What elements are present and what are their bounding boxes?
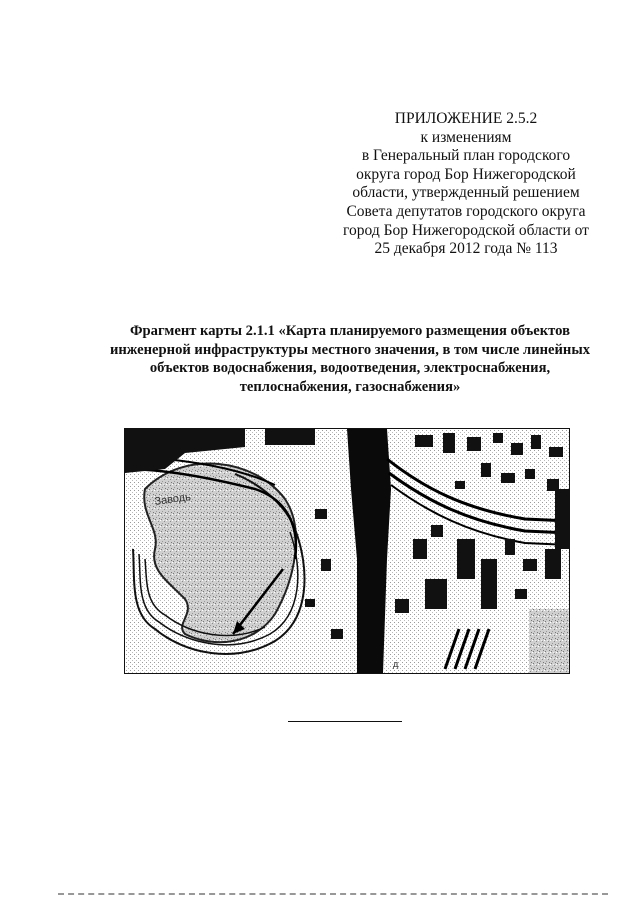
building <box>305 599 315 607</box>
building <box>525 469 535 479</box>
building <box>395 599 409 613</box>
building <box>415 435 433 447</box>
appendix-line: Совета депутатов городского округа <box>346 202 586 220</box>
map-image <box>125 429 569 673</box>
building <box>413 539 427 559</box>
building <box>505 539 515 555</box>
building <box>493 433 503 443</box>
scan-artifact-edge <box>58 893 608 901</box>
appendix-date: 25 декабря 2012 года № 113 <box>374 240 558 258</box>
building <box>467 437 481 451</box>
building <box>431 525 443 537</box>
appendix-line: в Генеральный план городского <box>361 147 571 165</box>
appendix-header <box>330 110 602 259</box>
building <box>501 473 515 483</box>
building <box>443 433 455 453</box>
title-line: теплоснабжения, газоснабжения» <box>239 378 461 395</box>
building <box>511 443 523 455</box>
lake-label: Заводь <box>153 491 192 508</box>
building <box>457 539 475 579</box>
dense-block <box>265 429 315 445</box>
title-line: объектов водоснабжения, водоотведения, электроснабжения, <box>149 360 551 376</box>
building <box>425 579 447 609</box>
building <box>523 559 537 571</box>
appendix-number: ПРИЛОЖЕНИЕ 2.5.2 <box>394 110 538 127</box>
appendix-line: области, утвержденный решением <box>352 184 580 202</box>
map-fragment-title <box>90 322 610 396</box>
building <box>481 559 497 609</box>
building <box>321 559 331 571</box>
title-line: инженерной инфраструктуры местного значения, в том числе линейных <box>109 341 591 358</box>
terrain-patch <box>529 609 569 673</box>
building <box>455 481 465 489</box>
building <box>545 549 561 579</box>
appendix-line: округа город Бор Нижегородской <box>356 165 576 183</box>
title-line: Фрагмент карты 2.1.1 «Карта планируемого размещения объектов <box>130 323 570 339</box>
separator-rule <box>288 721 402 722</box>
map-fragment <box>124 428 570 674</box>
map-label: д <box>393 659 399 669</box>
building <box>315 509 327 519</box>
appendix-line: город Бор Нижегородской области от <box>343 221 589 239</box>
building <box>515 589 527 599</box>
dense-block <box>555 489 569 549</box>
building <box>549 447 563 457</box>
building <box>331 629 343 639</box>
building <box>531 435 541 449</box>
appendix-line: к изменениям <box>420 128 512 146</box>
building <box>481 463 491 477</box>
